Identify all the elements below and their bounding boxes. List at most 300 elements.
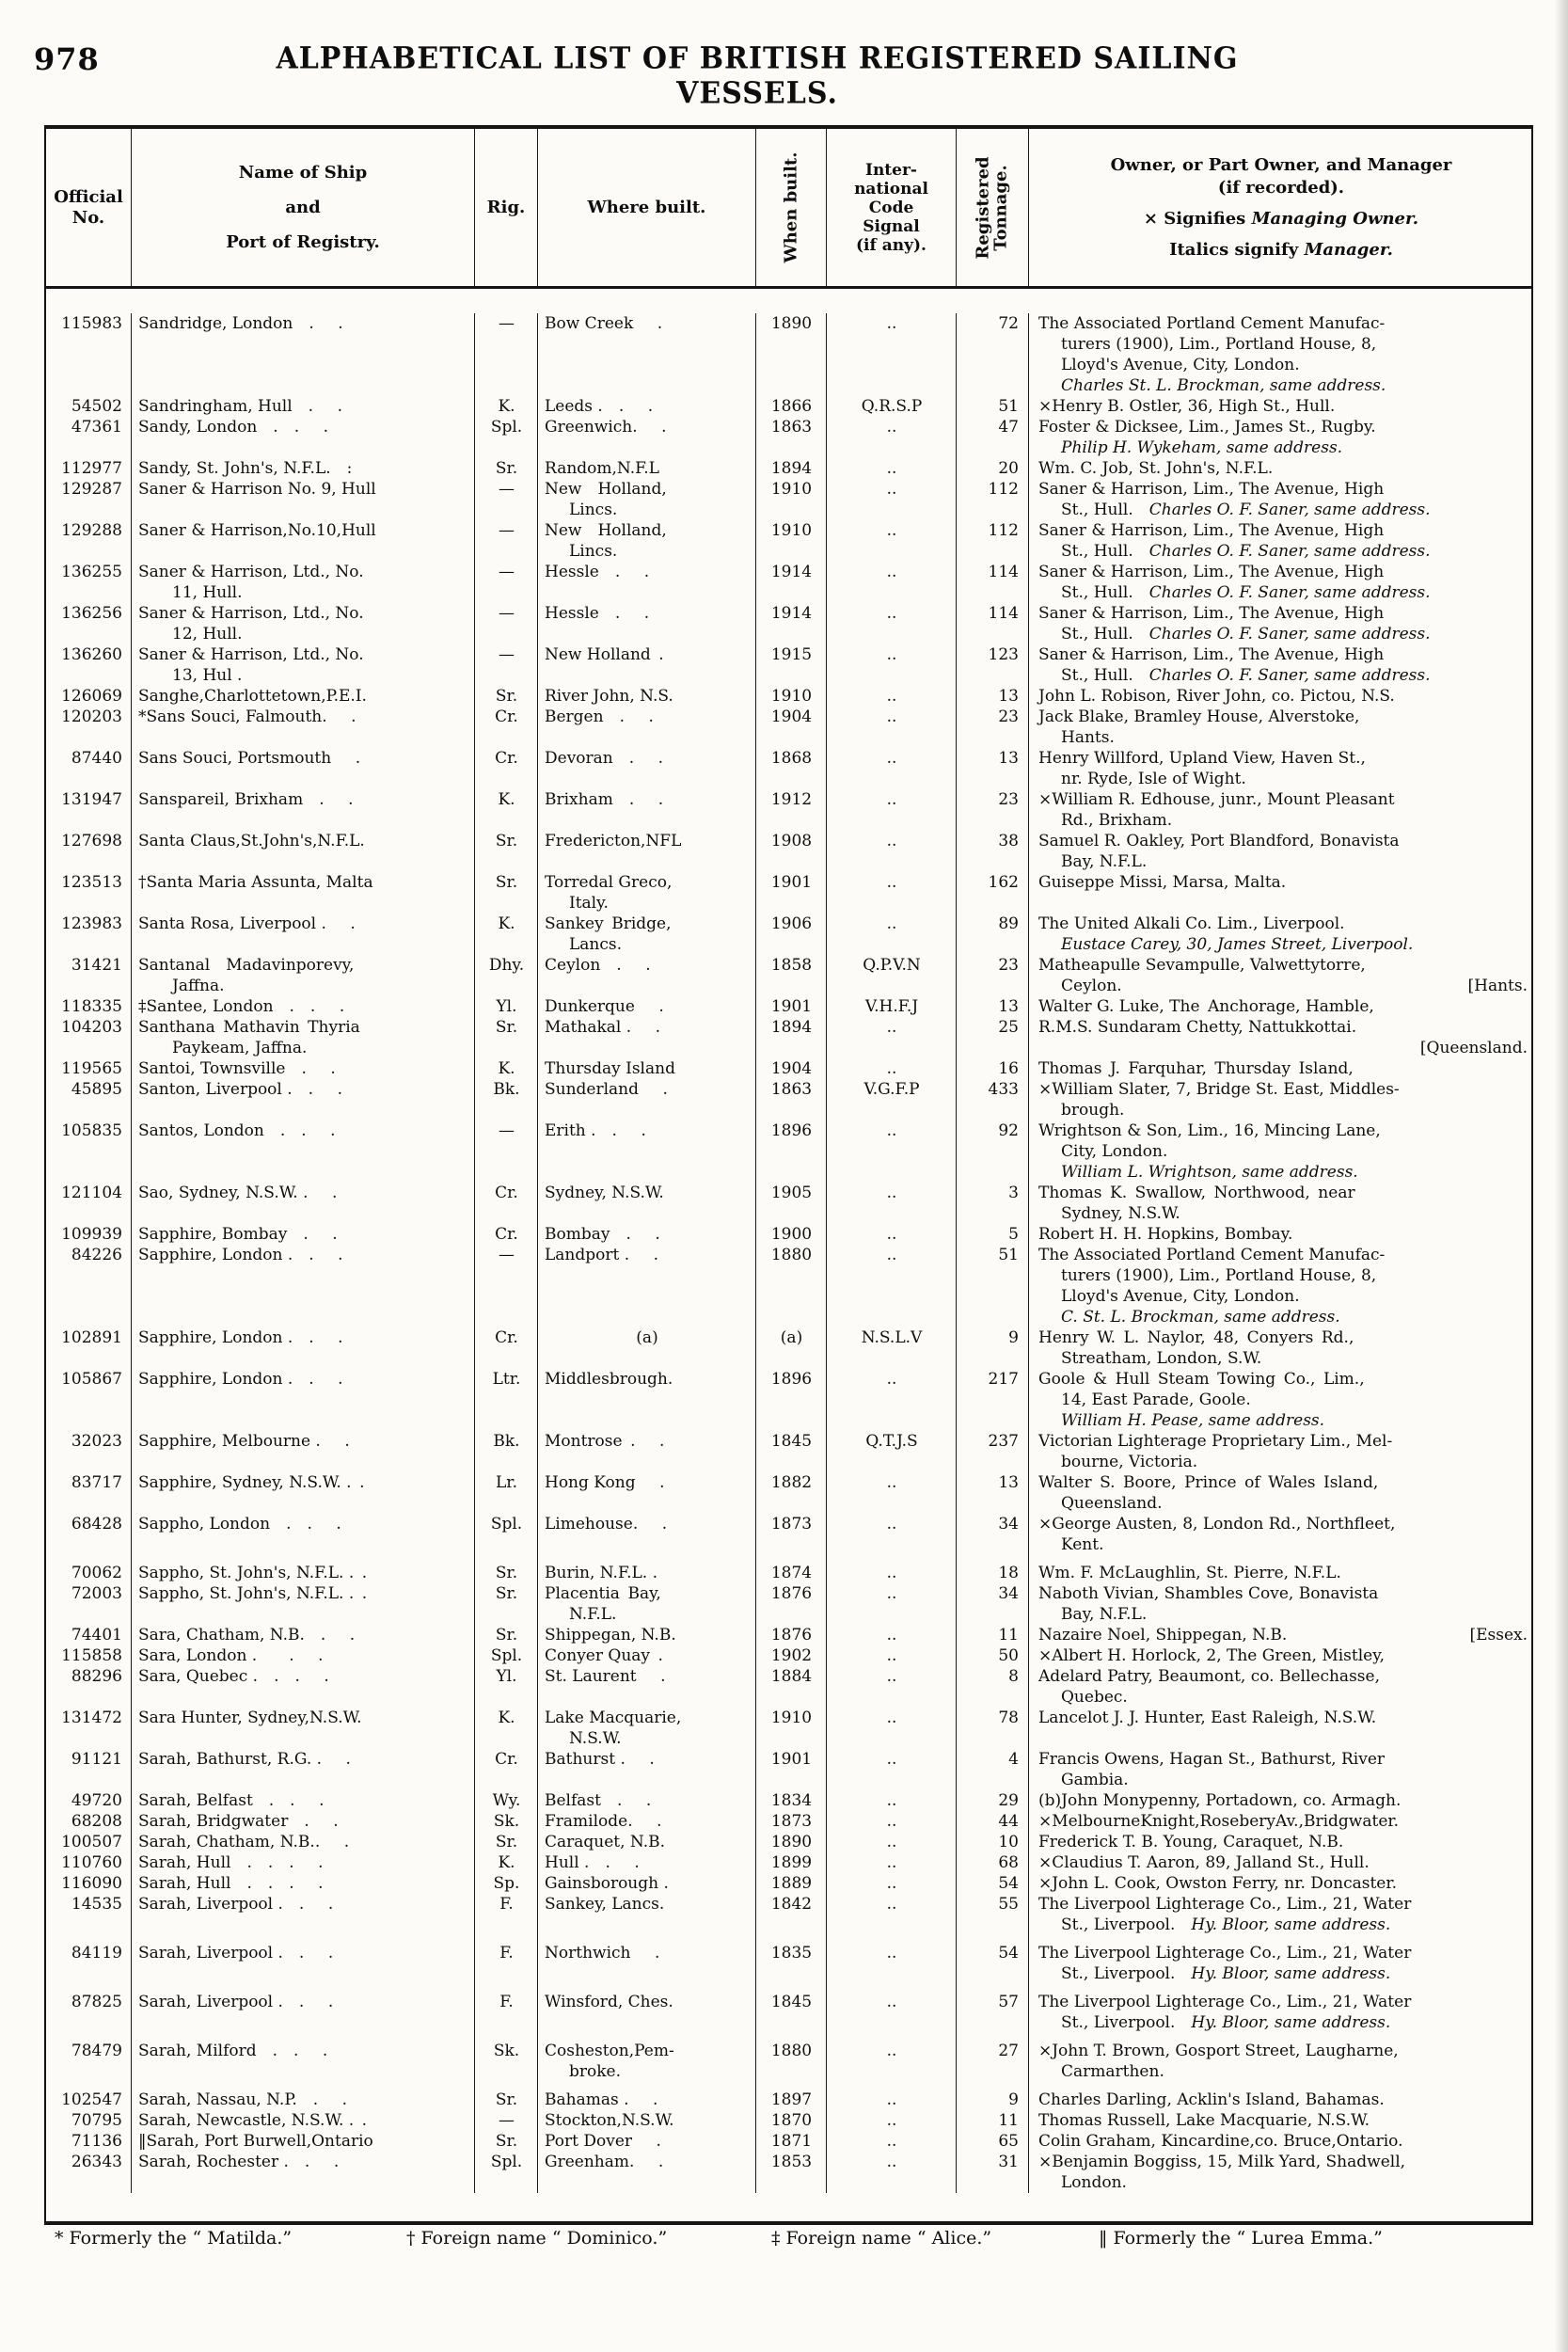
ship-name-line-text: Santa Rosa, Liverpool . . bbox=[138, 914, 356, 933]
ship-name-line bbox=[138, 707, 468, 727]
ship-name-line bbox=[138, 1224, 468, 1245]
ship-name-line-text: Sarah, Bathurst, R.G. . . bbox=[138, 1750, 351, 1769]
cell-where-built bbox=[538, 1431, 756, 1472]
owner-line bbox=[1038, 1120, 1528, 1141]
when-built-text: 1906 bbox=[770, 914, 813, 933]
cell-rig bbox=[475, 2082, 538, 2110]
registered-tonnage bbox=[963, 417, 1019, 437]
cell-registered-tonnage bbox=[957, 1666, 1029, 1708]
owner-line bbox=[1038, 1265, 1528, 1286]
cell-code-signal bbox=[827, 1852, 957, 1873]
official-no bbox=[53, 1583, 122, 1604]
code-signal bbox=[833, 1832, 950, 1852]
cell-official-no bbox=[46, 1832, 132, 1852]
owner-line-text: Eustace Carey, 30, James Street, Liverpool. bbox=[1061, 935, 1414, 954]
cell-registered-tonnage bbox=[957, 1120, 1029, 1183]
where-built-line bbox=[545, 1245, 750, 1265]
cell-where-built bbox=[538, 1245, 756, 1327]
cell-code-signal bbox=[827, 1625, 957, 1645]
cell-registered-tonnage bbox=[957, 1514, 1029, 1555]
rig bbox=[482, 872, 531, 893]
when-built-text: 1902 bbox=[770, 1646, 813, 1665]
owner-line bbox=[1038, 727, 1528, 748]
owner-line bbox=[1038, 707, 1528, 727]
registered-tonnage bbox=[963, 914, 1019, 934]
where-built-line-text: Sunderland . bbox=[545, 1080, 668, 1099]
registered-tonnage bbox=[963, 1645, 1019, 1666]
footnotes bbox=[0, 2228, 1568, 2256]
cell-code-signal bbox=[827, 1120, 957, 1183]
cell-when-built bbox=[756, 1625, 827, 1645]
ship-name-line-text: Sapphire, London . . . bbox=[138, 1246, 343, 1264]
code-signal bbox=[833, 789, 950, 810]
owner-line bbox=[1038, 458, 1528, 479]
owner-line bbox=[1038, 976, 1528, 996]
code-signal-text: .. bbox=[886, 459, 897, 478]
owner-line-text: London. bbox=[1061, 2173, 1127, 2192]
cell-code-signal bbox=[827, 2082, 957, 2110]
registered-tonnage bbox=[963, 1873, 1019, 1894]
registered-tonnage-text: 8 bbox=[1008, 1667, 1019, 1686]
owner-line bbox=[1038, 1666, 1528, 1687]
table-row bbox=[46, 644, 1531, 686]
code-signal bbox=[833, 1992, 950, 2012]
owner-line-text: Hy. Bloor, same address. bbox=[1191, 1915, 1391, 1934]
rig bbox=[482, 1894, 531, 1915]
cell-where-built bbox=[538, 1832, 756, 1852]
cell-code-signal bbox=[827, 520, 957, 562]
owner-line-text: Henry W. L. Naylor, 48, Conyers Rd., bbox=[1038, 1328, 1354, 1347]
owner-line-text: ×John T. Brown, Gosport Street, Laugharne, bbox=[1038, 2042, 1399, 2060]
when-built bbox=[763, 707, 820, 727]
cell-registered-tonnage bbox=[957, 1852, 1029, 1873]
where-built-line bbox=[545, 1583, 750, 1604]
cell-ship-name bbox=[132, 562, 475, 603]
owner-line bbox=[1038, 1100, 1528, 1120]
owner-line bbox=[1038, 2012, 1528, 2033]
cell-rig bbox=[475, 1749, 538, 1790]
code-signal bbox=[833, 1749, 950, 1770]
official-no-text: 131472 bbox=[61, 1708, 122, 1727]
code-signal-text: .. bbox=[886, 832, 897, 850]
where-built-line-text: Cosheston,Pem- bbox=[545, 2042, 674, 2060]
table-row bbox=[46, 2082, 1531, 2110]
table-row bbox=[46, 872, 1531, 914]
table-row bbox=[46, 1245, 1531, 1327]
owner-line-text: Saner & Harrison, Lim., The Avenue, High bbox=[1038, 563, 1385, 581]
cell-code-signal bbox=[827, 1708, 957, 1749]
ship-name-line bbox=[138, 458, 468, 479]
where-built-line-text: Fredericton,NFL bbox=[545, 832, 682, 850]
table-row bbox=[46, 748, 1531, 789]
ship-name-line bbox=[138, 1245, 468, 1265]
when-built bbox=[763, 789, 820, 810]
code-signal bbox=[833, 955, 950, 976]
code-signal bbox=[833, 996, 950, 1017]
owner-line bbox=[1038, 955, 1528, 976]
owner-line-text: The Associated Portland Cement Manufac- bbox=[1038, 1246, 1386, 1264]
ship-name-line-text: Santhana Mathavin Thyria bbox=[138, 1018, 360, 1037]
owner-line-text: Wrightson & Son, Lim., 16, Mincing Lane, bbox=[1038, 1121, 1381, 1140]
official-no-text: 123513 bbox=[61, 873, 122, 892]
owner-line-text: Charles O. F. Saner, same address. bbox=[1148, 542, 1431, 561]
code-signal bbox=[833, 1873, 950, 1894]
cell-official-no bbox=[46, 562, 132, 603]
owner-line-text: (b)John Monypenny, Portadown, co. Armagh. bbox=[1038, 1791, 1402, 1810]
registered-tonnage bbox=[963, 1943, 1019, 1963]
where-built-line-text: Bow Creek . bbox=[545, 314, 663, 333]
code-signal-text: .. bbox=[886, 1121, 897, 1140]
where-built-line-text: Hong Kong . bbox=[545, 1473, 665, 1492]
cell-official-no bbox=[46, 872, 132, 914]
cell-owner bbox=[1029, 748, 1533, 789]
cell-registered-tonnage bbox=[957, 2082, 1029, 2110]
when-built-text: 1896 bbox=[770, 1121, 813, 1140]
ship-name-line-text: Santon, Liverpool . . . bbox=[138, 1080, 342, 1099]
code-signal bbox=[833, 644, 950, 665]
cell-registered-tonnage bbox=[957, 1245, 1029, 1327]
code-signal bbox=[833, 479, 950, 500]
cell-when-built bbox=[756, 1058, 827, 1079]
when-built bbox=[763, 1790, 820, 1811]
rig-text: Sr. bbox=[495, 1833, 518, 1851]
owner-line-text: St., Hull. bbox=[1061, 625, 1149, 644]
cell-when-built bbox=[756, 1327, 827, 1369]
rig bbox=[482, 458, 531, 479]
where-built-line bbox=[545, 1790, 750, 1811]
cell-owner bbox=[1029, 1120, 1533, 1183]
cell-registered-tonnage bbox=[957, 1984, 1029, 2033]
registered-tonnage-text: 57 bbox=[998, 1993, 1019, 2011]
cell-rig bbox=[475, 2110, 538, 2131]
cell-registered-tonnage bbox=[957, 1625, 1029, 1645]
code-signal bbox=[833, 1563, 950, 1583]
owner-line-text: The Liverpool Lighterage Co., Lim., 21, Water bbox=[1038, 1993, 1412, 2011]
cell-registered-tonnage bbox=[957, 707, 1029, 748]
owner-line-text: ×MelbourneKnight,RoseberyAv.,Bridgwater. bbox=[1038, 1812, 1400, 1831]
rig bbox=[482, 1514, 531, 1534]
cell-owner bbox=[1029, 1894, 1533, 1935]
where-built-line-text: Belfast . . bbox=[545, 1791, 652, 1810]
cell-code-signal bbox=[827, 1431, 957, 1472]
official-no-text: 121104 bbox=[61, 1184, 122, 1202]
owner-line-text: Saner & Harrison, Lim., The Avenue, High bbox=[1038, 645, 1385, 664]
registered-tonnage bbox=[963, 996, 1019, 1017]
table-row bbox=[46, 1079, 1531, 1120]
owner-line-text: Walter G. Luke, The Anchorage, Hamble, bbox=[1038, 997, 1374, 1016]
where-built-line-text: Hessle . . bbox=[545, 604, 650, 623]
code-signal-text: .. bbox=[886, 707, 897, 726]
where-built-line bbox=[545, 1645, 750, 1666]
cell-owner bbox=[1029, 1790, 1533, 1811]
cell-official-no bbox=[46, 1894, 132, 1935]
owner-line-text: Gambia. bbox=[1061, 1771, 1129, 1789]
cell-code-signal bbox=[827, 1811, 957, 1832]
registered-tonnage bbox=[963, 1058, 1019, 1079]
ship-name-line bbox=[138, 1514, 468, 1534]
owner-line-text: Kent. bbox=[1061, 1535, 1104, 1554]
cell-ship-name bbox=[132, 955, 475, 996]
rig bbox=[482, 1852, 531, 1873]
cell-ship-name bbox=[132, 603, 475, 644]
official-no-text: 105835 bbox=[61, 1121, 122, 1140]
ship-name-line bbox=[138, 1992, 468, 2012]
rig bbox=[482, 1790, 531, 1811]
owner-line bbox=[1038, 355, 1528, 375]
cell-owner bbox=[1029, 1079, 1533, 1120]
ship-name-line-text: Santa Claus,St.John's,N.F.L. bbox=[138, 832, 365, 850]
official-no-text: 126069 bbox=[61, 687, 122, 706]
owner-line-text: R.M.S. Sundaram Chetty, Nattukkottai. bbox=[1038, 1018, 1357, 1037]
code-signal bbox=[833, 1183, 950, 1203]
rig bbox=[482, 1563, 531, 1583]
registered-tonnage bbox=[963, 1790, 1019, 1811]
owner-line bbox=[1038, 1390, 1528, 1410]
cell-where-built bbox=[538, 1058, 756, 1079]
rig bbox=[482, 1120, 531, 1141]
ship-name-line-text: Sanghe,Charlottetown,P.E.I. bbox=[138, 687, 367, 706]
cell-registered-tonnage bbox=[957, 2131, 1029, 2152]
owner-line bbox=[1038, 1790, 1528, 1811]
ship-name-line-text: Sarah, Belfast . . . bbox=[138, 1791, 325, 1810]
ship-name-line bbox=[138, 2110, 468, 2131]
registered-tonnage bbox=[963, 1514, 1019, 1534]
where-built-line-text: Greenwich. . bbox=[545, 418, 667, 437]
cell-rig bbox=[475, 1984, 538, 2033]
official-no bbox=[53, 1563, 122, 1583]
rig bbox=[482, 1583, 531, 1604]
table-row bbox=[46, 417, 1531, 458]
code-signal-text: .. bbox=[886, 1874, 897, 1893]
where-built-line-text: Torredal Greco, bbox=[545, 873, 673, 892]
owner-line bbox=[1038, 1811, 1528, 1832]
code-signal-text: .. bbox=[886, 1626, 897, 1645]
cell-rig bbox=[475, 1852, 538, 1873]
official-no-text: 72003 bbox=[71, 1584, 122, 1603]
where-built-line-text: Lancs. bbox=[569, 935, 623, 954]
official-no-text: 32023 bbox=[71, 1432, 122, 1451]
ship-name-line-text: 12, Hull. bbox=[172, 625, 243, 644]
owner-line-text: The Associated Portland Cement Manufac- bbox=[1038, 314, 1386, 333]
official-no bbox=[53, 914, 122, 934]
rig-text: Spl. bbox=[490, 2153, 523, 2171]
when-built bbox=[763, 1017, 820, 1038]
cell-owner bbox=[1029, 1984, 1533, 2033]
when-built bbox=[763, 2131, 820, 2152]
where-built-line bbox=[545, 1943, 750, 1963]
cell-ship-name bbox=[132, 396, 475, 417]
where-built-line bbox=[545, 603, 750, 624]
official-no bbox=[53, 1514, 122, 1534]
ship-name-line bbox=[138, 1873, 468, 1894]
code-signal-text: .. bbox=[886, 604, 897, 623]
when-built-text: 1845 bbox=[770, 1432, 813, 1451]
registered-tonnage-text: 50 bbox=[998, 1646, 1019, 1665]
where-built-line bbox=[545, 2152, 750, 2172]
cell-registered-tonnage bbox=[957, 1555, 1029, 1583]
table-row bbox=[46, 1224, 1531, 1245]
official-no bbox=[53, 2110, 122, 2131]
owner-line bbox=[1038, 1017, 1528, 1038]
rig bbox=[482, 707, 531, 727]
table-row bbox=[46, 1645, 1531, 1666]
cell-registered-tonnage bbox=[957, 562, 1029, 603]
where-built-line-text: Northwich . bbox=[545, 1944, 660, 1963]
cell-when-built bbox=[756, 1811, 827, 1832]
when-built bbox=[763, 1666, 820, 1687]
cell-where-built bbox=[538, 831, 756, 872]
cell-when-built bbox=[756, 1894, 827, 1935]
ship-name-line bbox=[138, 2131, 468, 2152]
ship-name-line bbox=[138, 1749, 468, 1770]
cell-code-signal bbox=[827, 1583, 957, 1625]
official-no bbox=[53, 1058, 122, 1079]
owner-line-text: Wm. C. Job, St. John's, N.F.L. bbox=[1038, 459, 1274, 478]
when-built-text: 1901 bbox=[770, 873, 813, 892]
registered-tonnage bbox=[963, 1183, 1019, 1203]
where-built-line-text: Italy. bbox=[569, 894, 609, 913]
code-signal bbox=[833, 2152, 950, 2172]
cell-when-built bbox=[756, 1224, 827, 1245]
cell-registered-tonnage bbox=[957, 1079, 1029, 1120]
official-no-text: 129288 bbox=[61, 521, 122, 540]
official-no bbox=[53, 1079, 122, 1100]
owner-line-text: Hants. bbox=[1061, 728, 1115, 747]
registered-tonnage bbox=[963, 1894, 1019, 1915]
cell-ship-name bbox=[132, 313, 475, 396]
owner-line bbox=[1038, 644, 1528, 665]
cell-code-signal bbox=[827, 1058, 957, 1079]
ship-name-line bbox=[138, 872, 468, 893]
ship-name-line bbox=[138, 955, 468, 976]
rig-text: Sr. bbox=[495, 1018, 518, 1037]
when-built bbox=[763, 1852, 820, 1873]
cell-when-built bbox=[756, 1017, 827, 1058]
cell-where-built bbox=[538, 479, 756, 520]
cell-rig bbox=[475, 458, 538, 479]
rig bbox=[482, 1708, 531, 1728]
cell-rig bbox=[475, 1935, 538, 1984]
when-built bbox=[763, 644, 820, 665]
cell-official-no bbox=[46, 831, 132, 872]
owner-line-text: St., Liverpool. bbox=[1061, 2013, 1192, 2032]
cell-when-built bbox=[756, 1666, 827, 1708]
cell-ship-name bbox=[132, 1749, 475, 1790]
when-built bbox=[763, 1992, 820, 2012]
ship-name-line bbox=[138, 914, 468, 934]
owner-line-text: The Liverpool Lighterage Co., Lim., 21, Water bbox=[1038, 1944, 1412, 1963]
table-row bbox=[46, 1790, 1531, 1811]
cell-official-no bbox=[46, 955, 132, 996]
cell-where-built bbox=[538, 1984, 756, 2033]
table-row bbox=[46, 1666, 1531, 1708]
when-built-text: 1894 bbox=[770, 1018, 813, 1037]
official-no-text: 71136 bbox=[71, 2132, 122, 2151]
ship-name-line-text: Sara, Chatham, N.B. . . bbox=[138, 1626, 356, 1645]
rig bbox=[482, 955, 531, 976]
when-built bbox=[763, 2110, 820, 2131]
cell-official-no bbox=[46, 1852, 132, 1873]
cell-where-built bbox=[538, 1873, 756, 1894]
ship-name-line bbox=[138, 582, 468, 603]
rig bbox=[482, 479, 531, 500]
owner-line-text: Charles O. F. Saner, same address. bbox=[1148, 501, 1431, 519]
code-signal bbox=[833, 707, 950, 727]
cell-where-built bbox=[538, 707, 756, 748]
owner-line bbox=[1038, 2090, 1528, 2110]
registered-tonnage-text: 4 bbox=[1008, 1750, 1019, 1769]
cell-registered-tonnage bbox=[957, 2033, 1029, 2082]
when-built-text: 1880 bbox=[770, 1246, 813, 1264]
cell-where-built bbox=[538, 1625, 756, 1645]
code-signal bbox=[833, 1058, 950, 1079]
cell-official-no bbox=[46, 458, 132, 479]
code-signal bbox=[833, 1625, 950, 1645]
table-row bbox=[46, 396, 1531, 417]
owner-line-text: Colin Graham, Kincardine,co. Bruce,Ontario. bbox=[1038, 2132, 1403, 2151]
ship-name-line-text: Sandringham, Hull . . bbox=[138, 397, 342, 416]
rig-text: — bbox=[499, 521, 515, 540]
registered-tonnage-text: 23 bbox=[998, 790, 1019, 809]
cell-official-no bbox=[46, 2131, 132, 2152]
cell-where-built bbox=[538, 1811, 756, 1832]
owner-line bbox=[1038, 1645, 1528, 1666]
ship-name-line-text: Sapphire, Bombay . . bbox=[138, 1225, 338, 1244]
ship-name-line-text: *Sans Souci, Falmouth. . bbox=[138, 707, 356, 726]
cell-registered-tonnage bbox=[957, 789, 1029, 831]
table-row bbox=[46, 1017, 1531, 1058]
cell-code-signal bbox=[827, 1017, 957, 1058]
owner-line bbox=[1038, 1307, 1528, 1327]
cell-owner bbox=[1029, 831, 1533, 872]
official-no-text: 105867 bbox=[61, 1370, 122, 1389]
cell-official-no bbox=[46, 1811, 132, 1832]
registered-tonnage-text: 38 bbox=[998, 832, 1019, 850]
table-row bbox=[46, 1811, 1531, 1832]
where-built-line-text: (a) bbox=[636, 1328, 658, 1347]
code-signal-text: .. bbox=[886, 521, 897, 540]
rig bbox=[482, 1749, 531, 1770]
registered-tonnage bbox=[963, 1583, 1019, 1604]
cell-official-no bbox=[46, 1935, 132, 1984]
registered-tonnage-text: 16 bbox=[998, 1059, 1019, 1078]
registered-tonnage-text: 54 bbox=[998, 1944, 1019, 1963]
page-title: ALPHABETICAL LIST OF BRITISH REGISTERED SAILING VESSELS. bbox=[276, 41, 1239, 111]
ship-name-line-text: Saner & Harrison No. 9, Hull bbox=[138, 480, 376, 499]
owner-line-text: brough. bbox=[1061, 1101, 1125, 1120]
ship-name-line-text: Sarah, Liverpool . . . bbox=[138, 1944, 334, 1963]
cell-when-built bbox=[756, 748, 827, 789]
owner-line-text: Robert H. H. Hopkins, Bombay. bbox=[1038, 1225, 1293, 1244]
cell-registered-tonnage bbox=[957, 1873, 1029, 1894]
ship-name-line-text: Saner & Harrison,No.10,Hull bbox=[138, 521, 376, 540]
owner-line bbox=[1038, 1203, 1528, 1224]
cell-rig bbox=[475, 603, 538, 644]
cell-where-built bbox=[538, 1120, 756, 1183]
official-no-text: 87825 bbox=[71, 1993, 122, 2011]
official-no-text: 87440 bbox=[71, 749, 122, 768]
code-signal-text: .. bbox=[886, 1853, 897, 1872]
ship-name-line-text: Sappho, London . . . bbox=[138, 1515, 341, 1534]
rig-text: Dhy. bbox=[488, 956, 525, 975]
cell-ship-name bbox=[132, 1369, 475, 1431]
official-no bbox=[53, 1224, 122, 1245]
table-row bbox=[46, 1431, 1531, 1472]
cell-when-built bbox=[756, 1852, 827, 1873]
cell-code-signal bbox=[827, 872, 957, 914]
where-built-line bbox=[545, 313, 750, 334]
registered-tonnage bbox=[963, 458, 1019, 479]
